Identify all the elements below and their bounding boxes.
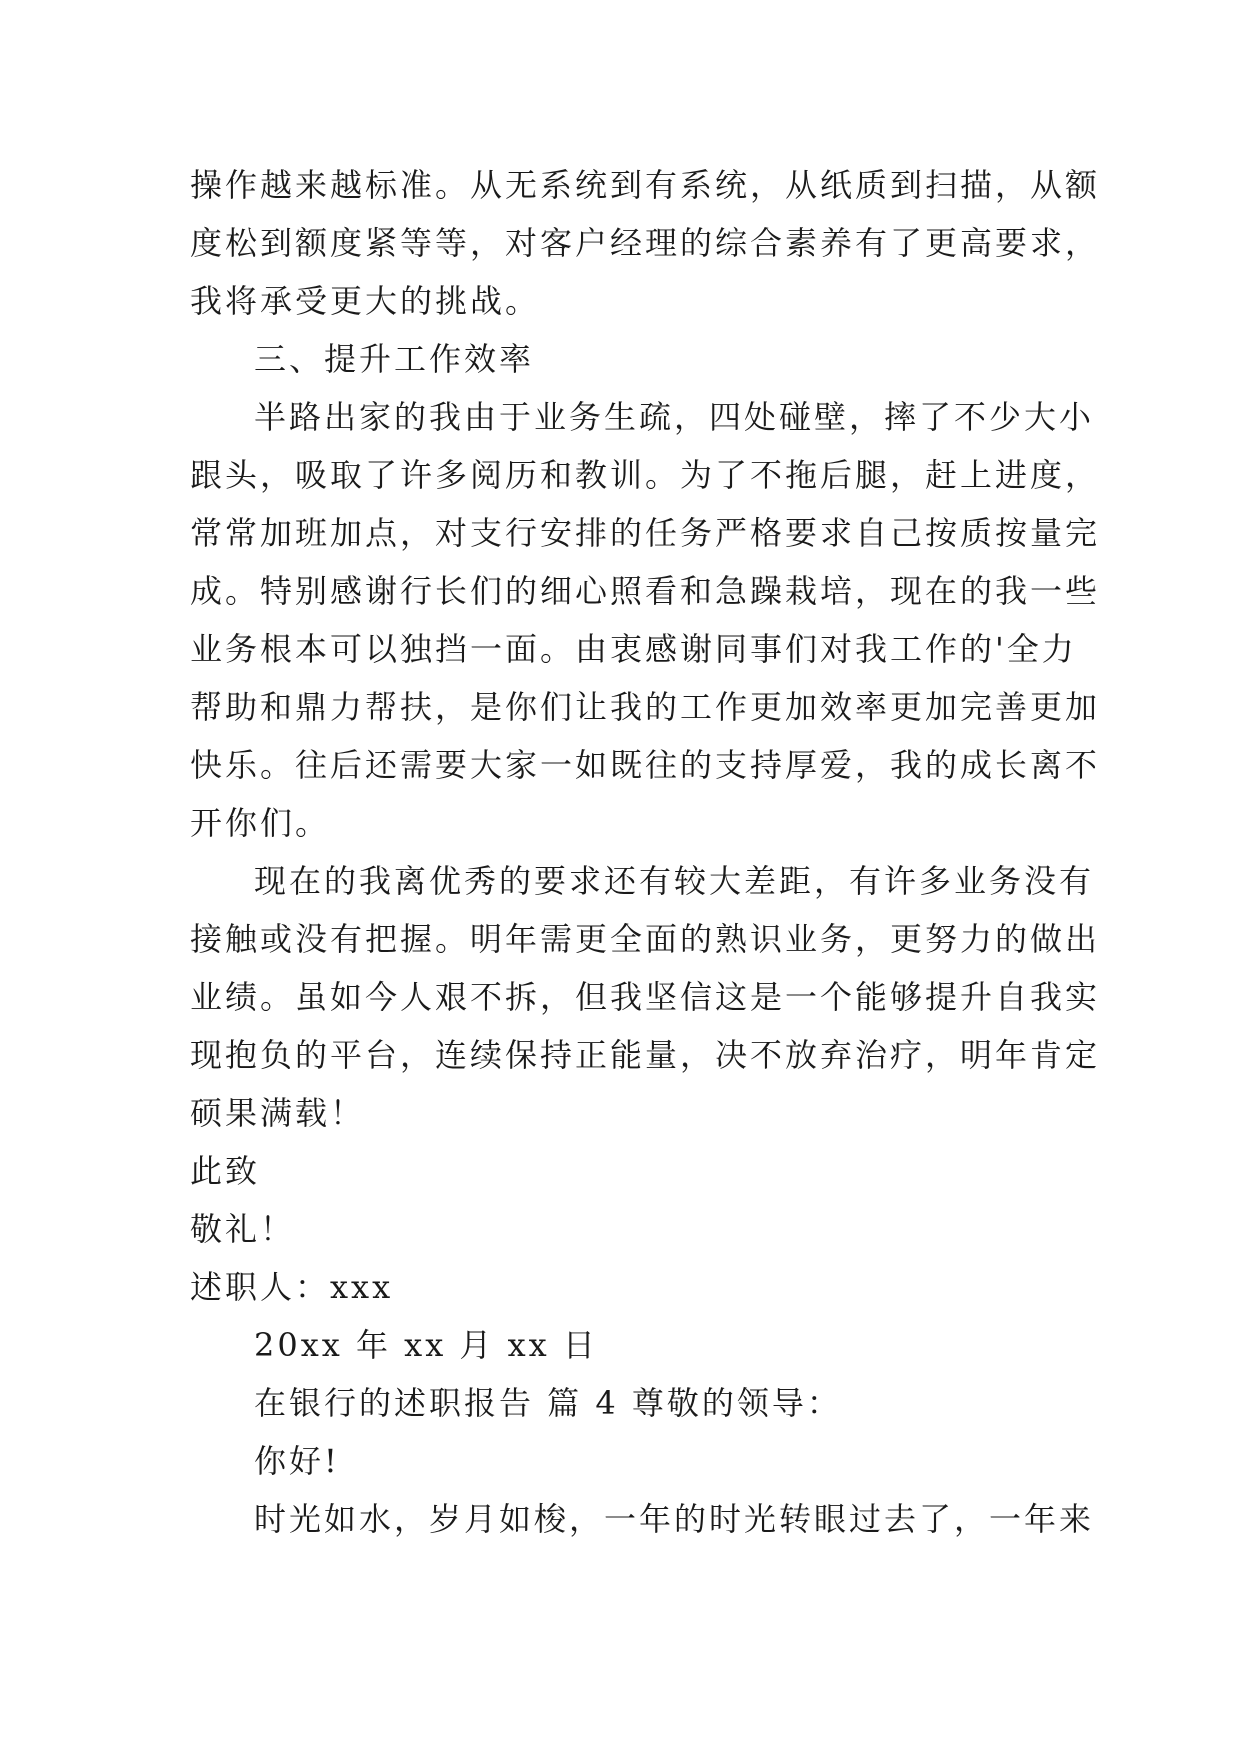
text-line: 硕果满载！ <box>190 1094 366 1132</box>
text-line: 接触或没有把握。明年需更全面的熟识业务，更努力的做出 <box>190 920 1101 958</box>
text-line: 半路出家的我由于业务生疏，四处碰壁，摔了不少大小 <box>254 398 1095 436</box>
text-line: 现抱负的平台，连续保持正能量，决不放弃治疗，明年肯定 <box>190 1036 1101 1074</box>
section-heading: 三、提升工作效率 <box>254 340 535 378</box>
document-body <box>190 156 1101 1548</box>
text-line: 开你们。 <box>190 804 331 842</box>
greeting-line: 你好! <box>254 1442 340 1480</box>
text-line: 度松到额度紧等等，对客户经理的综合素养有了更高要求， <box>190 224 1101 262</box>
text-line: 业绩。虽如今人艰不拆，但我坚信这是一个能够提升自我实 <box>190 978 1101 1016</box>
text-line: 成。特别感谢行长们的细心照看和急躁栽培，现在的我一些 <box>190 572 1101 610</box>
closing-line: 敬礼！ <box>190 1210 296 1248</box>
text-line: 帮助和鼎力帮扶，是你们让我的工作更加效率更加完善更加 <box>190 688 1101 726</box>
text-line: 我将承受更大的挑战。 <box>190 282 541 320</box>
signature-line: 述职人：xxx <box>190 1268 394 1306</box>
closing-line: 此致 <box>190 1152 261 1190</box>
text-line: 时光如水，岁月如梭，一年的时光转眼过去了，一年来 <box>254 1500 1095 1538</box>
text-line: 常常加班加点，对支行安排的任务严格要求自己按质按量完 <box>190 514 1101 552</box>
text-line: 跟头，吸取了许多阅历和教训。为了不拖后腿，赶上进度， <box>190 456 1101 494</box>
report-title-line: 在银行的述职报告 篇 4 尊敬的领导： <box>254 1384 842 1422</box>
text-line: 快乐。往后还需要大家一如既往的支持厚爱，我的成长离不 <box>190 746 1101 784</box>
text-line: 业务根本可以独挡一面。由衷感谢同事们对我工作的'全力 <box>190 630 1077 668</box>
text-line: 现在的我离优秀的要求还有较大差距，有许多业务没有 <box>254 862 1095 900</box>
text-line: 操作越来越标准。从无系统到有系统，从纸质到扫描，从额 <box>190 166 1101 204</box>
date-line: 20xx 年 xx 月 xx 日 <box>254 1326 598 1364</box>
